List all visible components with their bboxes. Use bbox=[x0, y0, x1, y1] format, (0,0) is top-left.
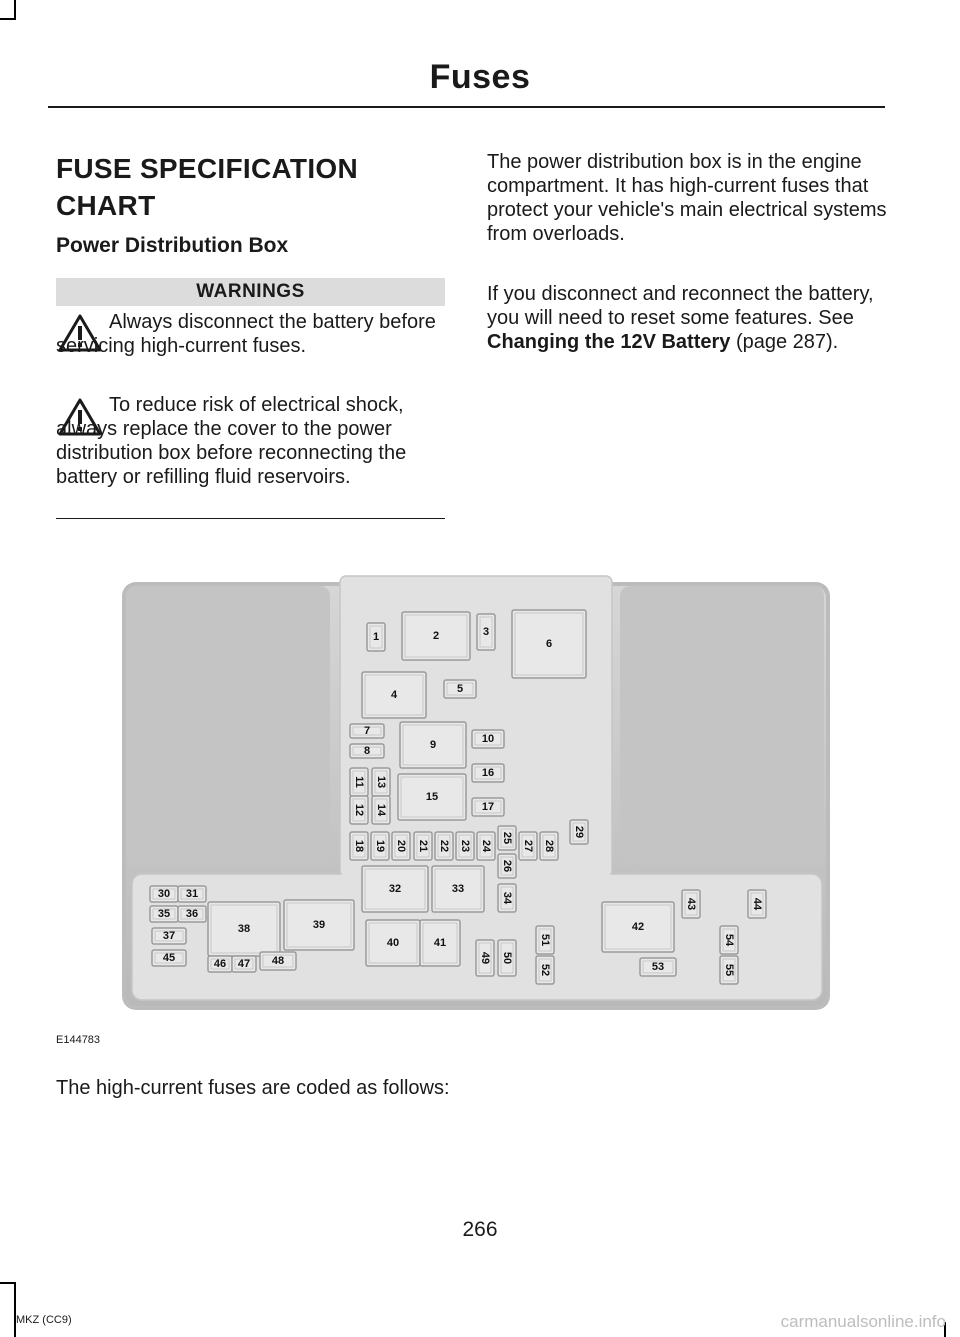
crop-mark bbox=[0, 18, 16, 20]
fuse-label: 25 bbox=[501, 831, 513, 845]
fuse-label: 10 bbox=[481, 733, 495, 745]
fuse-slot-11 bbox=[350, 768, 368, 796]
fuse-slot-4 bbox=[362, 672, 426, 718]
fuse-slot-48 bbox=[260, 952, 296, 970]
fuse-label: 23 bbox=[459, 839, 471, 853]
page-header-title: Fuses bbox=[429, 58, 531, 96]
fuse-label: 20 bbox=[395, 839, 407, 853]
header-rule bbox=[48, 106, 885, 108]
fuse-slot-32 bbox=[362, 866, 428, 912]
fuse-slot-33 bbox=[432, 866, 484, 912]
fuse-label: 54 bbox=[723, 933, 735, 947]
fuse-slot-46 bbox=[208, 956, 232, 972]
fuse-slot-15 bbox=[398, 774, 466, 820]
section-subtitle: Power Distribution Box bbox=[56, 234, 289, 257]
fuse-label: 13 bbox=[375, 775, 387, 789]
fuse-label: 26 bbox=[501, 859, 513, 873]
fuse-slot-28 bbox=[540, 832, 558, 860]
fuse-slot-53 bbox=[640, 958, 676, 976]
fuse-slot-30 bbox=[150, 886, 178, 902]
fuse-label: 15 bbox=[425, 791, 439, 803]
fuse-label: 27 bbox=[522, 839, 534, 853]
intro-paragraph: The power distribution box is in the engine compartment. It has high-current fuses that protect your vehicle's main electrical systems from overloads. bbox=[487, 151, 887, 245]
crop-mark bbox=[14, 0, 16, 20]
fuse-slot-14 bbox=[372, 796, 390, 824]
crop-mark bbox=[14, 1282, 16, 1337]
fuse-label: 40 bbox=[386, 937, 400, 949]
fuse-label: 3 bbox=[482, 626, 490, 638]
fuse-slot-2 bbox=[402, 612, 470, 660]
fuse-slot-3 bbox=[477, 614, 495, 650]
reset-paragraph bbox=[487, 282, 887, 354]
fuse-label: 33 bbox=[451, 883, 465, 895]
fuse-slot-21 bbox=[414, 832, 432, 860]
fuse-slot-10 bbox=[472, 730, 504, 748]
fuse-label: 19 bbox=[374, 839, 386, 853]
fuse-slot-43 bbox=[682, 890, 700, 918]
warning-text: Always disconnect the battery before servicing high-current fuses. bbox=[56, 311, 436, 357]
fuse-label: 34 bbox=[501, 891, 513, 905]
fuse-label: 50 bbox=[501, 951, 513, 965]
fuse-label: 52 bbox=[539, 963, 551, 977]
fuse-slot-23 bbox=[456, 832, 474, 860]
fuse-slot-18 bbox=[350, 832, 368, 860]
warnings-heading: WARNINGS bbox=[56, 278, 445, 306]
fuse-slot-16 bbox=[472, 764, 504, 782]
fuse-label: 45 bbox=[162, 952, 176, 964]
fuse-label: 5 bbox=[456, 683, 464, 695]
fuse-label: 31 bbox=[185, 888, 199, 900]
figure-id: E144783 bbox=[56, 1034, 101, 1046]
fuse-slot-17 bbox=[472, 798, 504, 816]
fuse-label: 37 bbox=[162, 930, 176, 942]
fuse-slot-8 bbox=[350, 744, 384, 758]
fuse-slot-39 bbox=[284, 900, 354, 950]
fuse-slot-24 bbox=[477, 832, 495, 860]
fuse-slot-22 bbox=[435, 832, 453, 860]
fuse-label: 39 bbox=[312, 919, 326, 931]
fuse-label: 16 bbox=[481, 767, 495, 779]
fuse-slot-25 bbox=[498, 826, 516, 850]
warning-text: To reduce risk of electrical shock, always replace the cover to the power distribution box before reconnecting the battery or refilling fluid reservoirs. bbox=[56, 394, 407, 488]
fuse-slot-1 bbox=[367, 623, 385, 651]
fuse-slot-51 bbox=[536, 926, 554, 954]
fuse-label: 4 bbox=[390, 689, 398, 701]
fuse-label: 28 bbox=[543, 839, 555, 853]
fuse-slot-52 bbox=[536, 956, 554, 984]
fuse-label: 38 bbox=[237, 923, 251, 935]
reset-text: If you disconnect and reconnect the battery, you will need to reset some features. See bbox=[487, 283, 874, 329]
fuse-slot-37 bbox=[152, 928, 186, 944]
fuse-label: 21 bbox=[417, 839, 429, 853]
fuse-slot-55 bbox=[720, 956, 738, 984]
fuse-label: 48 bbox=[271, 955, 285, 967]
fuse-label: 22 bbox=[438, 839, 450, 853]
fuse-label: 47 bbox=[237, 958, 251, 970]
fuse-slot-50 bbox=[498, 940, 516, 976]
fuse-label: 35 bbox=[157, 908, 171, 920]
crop-mark bbox=[0, 1282, 16, 1284]
fuse-label: 8 bbox=[363, 745, 371, 757]
fuse-label: 9 bbox=[429, 739, 437, 751]
fuse-slot-42 bbox=[602, 902, 674, 952]
fuse-slot-41 bbox=[420, 920, 460, 966]
fuse-label: 30 bbox=[157, 888, 171, 900]
footer-model: MKZ (CC9) bbox=[16, 1314, 72, 1326]
fuse-label: 53 bbox=[651, 961, 665, 973]
fuse-label: 46 bbox=[213, 958, 227, 970]
page-number: 266 bbox=[462, 1218, 498, 1241]
fuse-label: 36 bbox=[185, 908, 199, 920]
fuse-slot-6 bbox=[512, 610, 586, 678]
fuse-slot-49 bbox=[476, 940, 494, 976]
fuse-label: 17 bbox=[481, 801, 495, 813]
fuse-slot-29 bbox=[570, 820, 588, 844]
cross-reference-link[interactable]: Changing the 12V Battery bbox=[487, 331, 731, 353]
fuse-slot-27 bbox=[519, 832, 537, 860]
fuse-label: 32 bbox=[388, 883, 402, 895]
fuse-label: 41 bbox=[433, 937, 447, 949]
fuse-slot-26 bbox=[498, 854, 516, 878]
fuse-slot-12 bbox=[350, 796, 368, 824]
fuse-slot-20 bbox=[392, 832, 410, 860]
fuse-slot-34 bbox=[498, 884, 516, 912]
section-title: FUSE SPECIFICATION CHART bbox=[56, 153, 359, 221]
fuse-slot-13 bbox=[372, 768, 390, 796]
fuse-slot-47 bbox=[232, 956, 256, 972]
fuse-slot-44 bbox=[748, 890, 766, 918]
fuse-slot-9 bbox=[400, 722, 466, 768]
fuse-label: 43 bbox=[685, 897, 697, 911]
fuse-slot-5 bbox=[444, 680, 476, 698]
fuse-slot-38 bbox=[208, 902, 280, 956]
fuse-slot-40 bbox=[366, 920, 420, 966]
fuse-label: 2 bbox=[432, 630, 440, 642]
fuse-slot-45 bbox=[152, 950, 186, 966]
fuse-slot-35 bbox=[150, 906, 178, 922]
warnings-rule bbox=[56, 518, 445, 519]
fuse-label: 44 bbox=[751, 897, 763, 911]
fuse-slot-31 bbox=[178, 886, 206, 902]
fuse-label: 6 bbox=[545, 638, 553, 650]
page-reference: (page 287). bbox=[730, 331, 839, 353]
fuse-label: 51 bbox=[539, 933, 551, 947]
watermark: carmanualsonline.info bbox=[780, 1312, 946, 1331]
fuse-box-diagram bbox=[122, 574, 832, 1014]
fuse-label: 12 bbox=[353, 803, 365, 817]
caption-text: The high-current fuses are coded as follows: bbox=[56, 1077, 450, 1099]
fuse-label: 55 bbox=[723, 963, 735, 977]
fuse-slot-19 bbox=[371, 832, 389, 860]
fuse-label: 42 bbox=[631, 921, 645, 933]
fuse-label: 7 bbox=[363, 725, 371, 737]
fuse-slot-7 bbox=[350, 724, 384, 738]
fuse-slot-36 bbox=[178, 906, 206, 922]
fuse-label: 18 bbox=[353, 839, 365, 853]
fuse-label: 1 bbox=[372, 631, 380, 643]
fuse-label: 49 bbox=[479, 951, 491, 965]
fuse-label: 29 bbox=[573, 825, 585, 839]
fuse-label: 11 bbox=[353, 776, 365, 788]
fuse-label: 14 bbox=[375, 803, 387, 817]
fuse-slot-54 bbox=[720, 926, 738, 954]
fuse-label: 24 bbox=[480, 839, 492, 853]
